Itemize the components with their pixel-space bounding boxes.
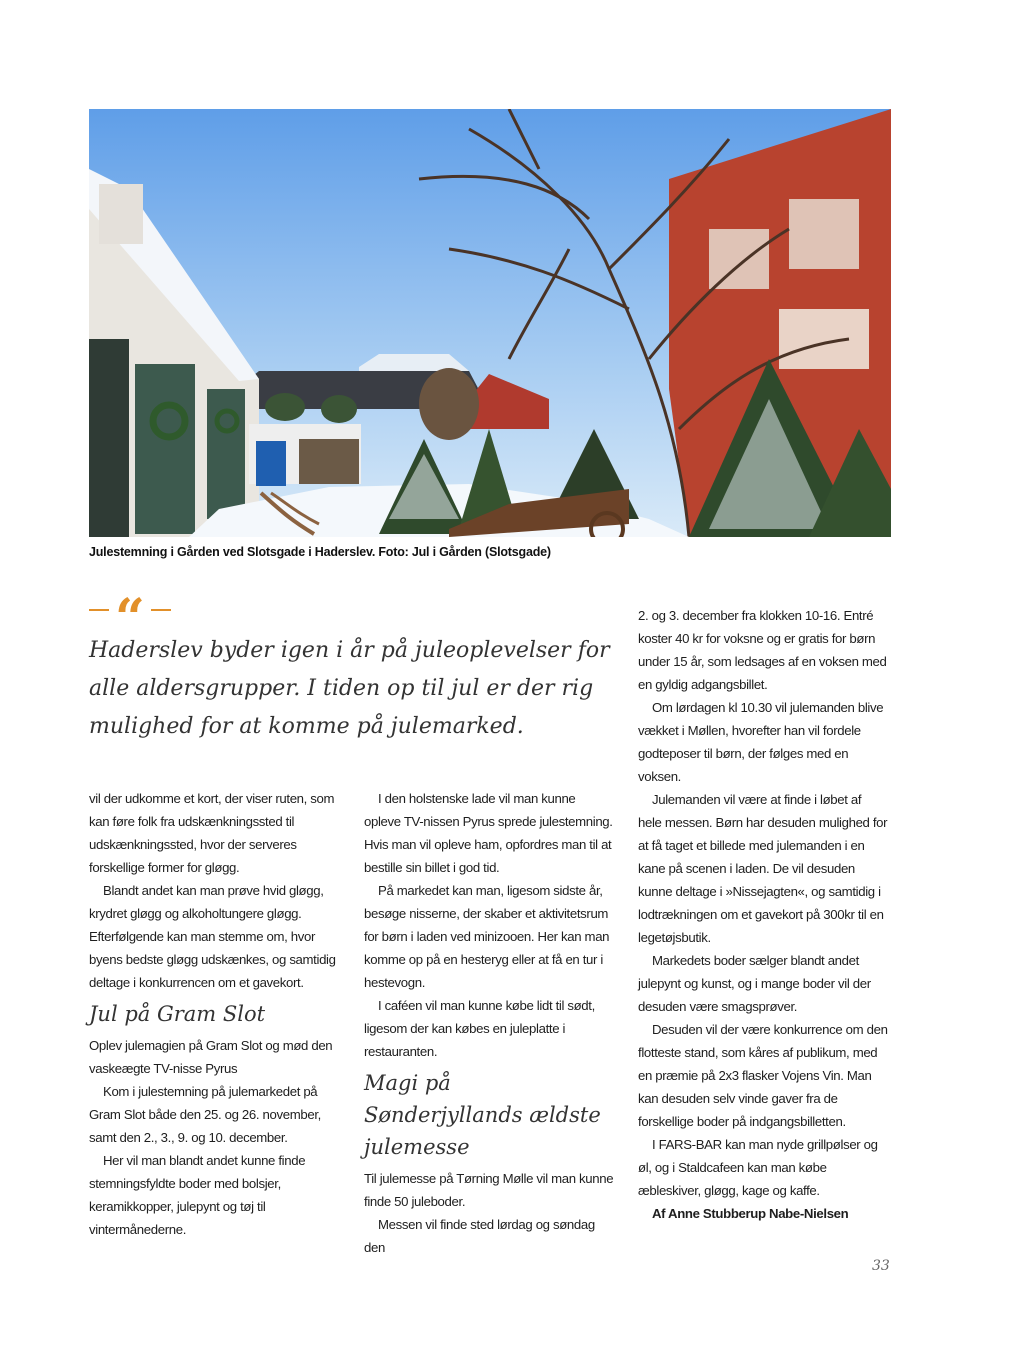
article-column-3 xyxy=(638,604,888,1225)
article-column-1 xyxy=(89,787,339,1241)
body-paragraph: I caféen vil man kunne købe lidt til sødt, ligesom der kan købes en juleplatte i restauranten. xyxy=(364,998,595,1059)
article-photo xyxy=(89,109,891,537)
body-paragraph: 2. og 3. december fra klokken 10-16. Entré koster 40 kr for voksne og er gratis for børn under 15 år, som ledsages af en voksen med en gyldig adgangsbillet. xyxy=(638,608,887,692)
body-paragraph: Markedets boder sælger blandt andet julepynt og kunst, og i mange boder vil der desuden være smagsprøver. xyxy=(638,953,871,1014)
page-number: 33 xyxy=(872,1258,890,1274)
author-byline: Af Anne Stubberup Nabe-Nielsen xyxy=(652,1206,849,1221)
body-paragraph: Messen vil finde sted lørdag og søndag den xyxy=(364,1217,595,1255)
body-paragraph: Julemanden vil være at finde i løbet af hele messen. Børn har desuden mulighed for at få taget et billede med julemanden i en kane på scenen i laden. De vil desuden kunne deltage i »Nissejagten«, og samtidig i lodtrækningen om et gavekort på 300kr til en legetøjsbutik. xyxy=(638,792,888,945)
body-paragraph: Oplev julemagien på Gram Slot og mød den vaskeægte TV-nisse Pyrus xyxy=(89,1038,333,1076)
body-paragraph: På markedet kan man, ligesom sidste år, besøge nisserne, der skaber et aktivitetsrum for børn i laden ved minizooen. Her kan man komme op på en hesteryg eller at få en tur i hestevogn. xyxy=(364,883,610,990)
body-paragraph: Her vil man blandt andet kunne finde stemningsfyldte boder med bolsjer, keramikkopper, julepynt og tøj til vintermånederne. xyxy=(89,1153,306,1237)
body-paragraph: I FARS-BAR kan man nyde grillpølser og øl, og i Staldcafeen kan man købe æbleskiver, gløgg, kage og kaffe. xyxy=(638,1137,878,1198)
quote-mark-icon: “ xyxy=(89,590,619,630)
body-paragraph: Til julemesse på Tørning Mølle vil man kunne finde 50 juleboder. xyxy=(364,1171,614,1209)
pull-quote xyxy=(89,590,619,746)
body-paragraph: vil der udkomme et kort, der viser ruten, som kan føre folk fra udskænkningssted til udskænkningssted, hvor der serveres forskellige former for gløgg. xyxy=(89,791,335,875)
body-paragraph: I den holstenske lade vil man kunne opleve TV-nissen Pyrus sprede julestemning. Hvis man vil opleve ham, opfordres man til at bestille sin billet i god tid. xyxy=(364,791,613,875)
section-heading: Magi på Sønderjyllands ældste julemesse xyxy=(364,1071,601,1159)
body-paragraph: Om lørdagen kl 10.30 vil julemanden blive vækket i Møllen, hvorefter han vil fordele godteposer til børn, der følges med en voksen. xyxy=(638,700,884,784)
body-paragraph: Kom i julestemning på julemarkedet på Gram Slot både den 25. og 26. november, samt den 2., 3., 9. og 10. december. xyxy=(89,1084,321,1145)
body-paragraph: Desuden vil der være konkurrence om den flotteste stand, som kåres af publikum, med en præmie på 2x3 flasker Vojens Vin. Man kan desuden selv vinde gaver fra de forskellige boder på indgangsbilletten. xyxy=(638,1022,888,1129)
courtyard-winter-photo xyxy=(89,109,891,537)
section-heading: Jul på Gram Slot xyxy=(89,1002,266,1026)
body-paragraph: Blandt andet kan man prøve hvid gløgg, krydret gløgg og alkoholtungere gløgg. Efterfølgende kan man stemme om, hvor byens bedste gløgg udskænkes, og samtidig deltage i konkurrencen om et gavekort. xyxy=(89,883,336,990)
pull-quote-text: Haderslev byder igen i år på juleoplevelser for alle aldersgrupper. I tiden op til jul er der rig mulighed for at komme på julemarked. xyxy=(89,638,610,739)
photo-caption: Julestemning i Gården ved Slotsgade i Haderslev. Foto: Jul i Gården (Slotsgade) xyxy=(89,545,551,559)
article-column-2 xyxy=(364,787,614,1259)
